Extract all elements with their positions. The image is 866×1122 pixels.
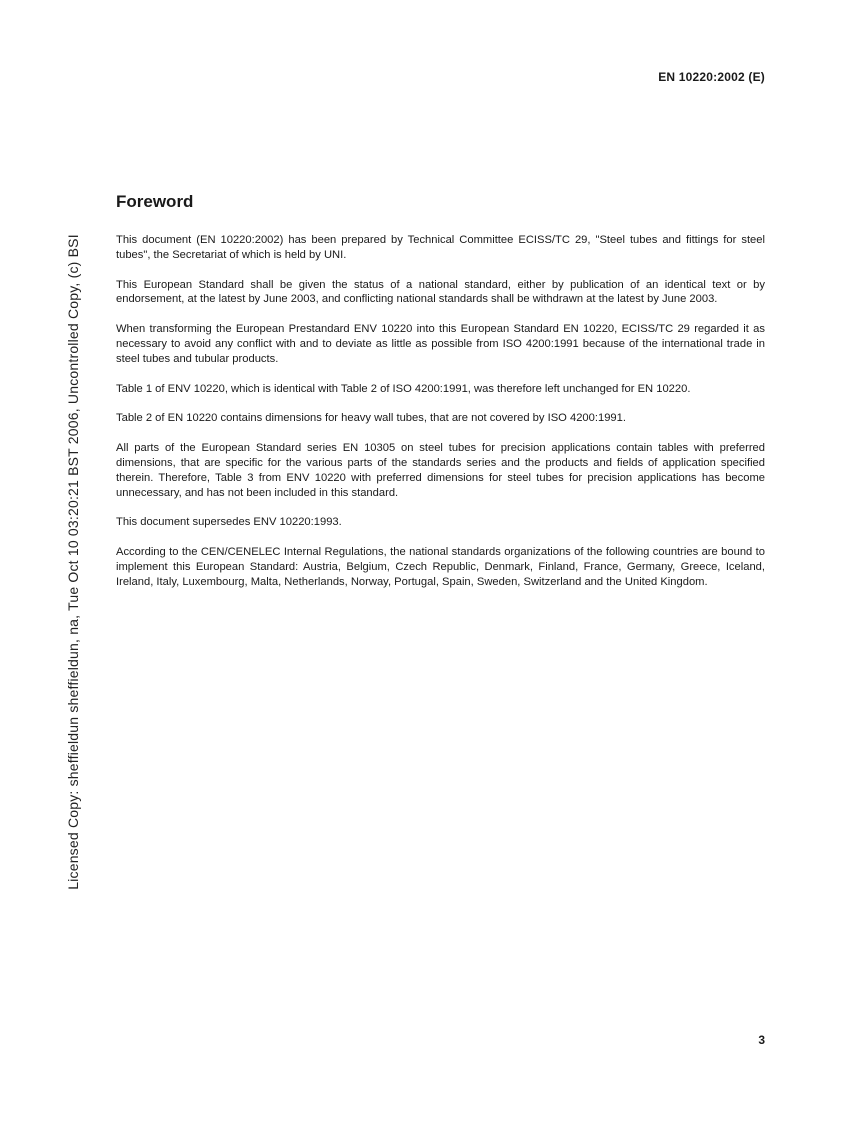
foreword-body [116, 233, 765, 605]
paragraph-table-2: Table 2 of EN 10220 contains dimensions for heavy wall tubes, that are not covered by ISO 4200:1991. [116, 412, 626, 425]
license-sidebar [62, 213, 84, 910]
paragraph-status: This European Standard shall be given the status of a national standard, either by publication of an identical text or by endorsement, at the latest by June 2003, and conflicting national standards shall be withdrawn at the latest by June 2003. [116, 278, 765, 306]
paragraph-supersedes: This document supersedes ENV 10220:1993. [116, 516, 342, 529]
paragraph-table-1: Table 1 of ENV 10220, which is identical with Table 2 of ISO 4200:1991, was therefore left unchanged for EN 10220. [116, 382, 691, 395]
paragraph-prepared-by: This document (EN 10220:2002) has been prepared by Technical Committee ECISS/TC 29, "Steel tubes and fittings for steel tubes", the Secretariat of which is held by UNI. [116, 234, 765, 261]
license-text: Licensed Copy: sheffieldun sheffieldun, na, Tue Oct 10 03:20:21 BST 2006, Uncontrolled Copy, (c) BSI [65, 233, 81, 890]
page-number: 3 [758, 1033, 765, 1047]
document-code: EN 10220:2002 (E) [658, 70, 765, 84]
paragraph-regulations: According to the CEN/CENELEC Internal Regulations, the national standards organizations of the following countries are bound to implement this European Standard: Austria, Belgium, Czech Republic, Denmark, Finland, France, Germany, Greece, Iceland, Ireland, Italy, Luxembourg, Malta, Netherlands, Norway, Portugal, Spain, Sweden, Switzerland and the United Kingdom. [116, 546, 765, 588]
page-title: Foreword [116, 192, 194, 211]
paragraph-en-10305: All parts of the European Standard series EN 10305 on steel tubes for precision applications contain tables with preferred dimensions, that are specific for the various parts of the standards series and the products and fields of application specified therein. Therefore, Table 3 from ENV 10220 with preferred dimensions for steel tubes for precision applications has become unnecessary, and has not been included in this standard. [116, 442, 765, 499]
paragraph-transforming: When transforming the European Prestandard ENV 10220 into this European Standard EN 10220, ECISS/TC 29 regarded it as necessary to avoid any conflict with and to deviate as little as possible from ISO 4200:1991 because of the international trade in steel tubes and tubular products. [116, 323, 765, 365]
